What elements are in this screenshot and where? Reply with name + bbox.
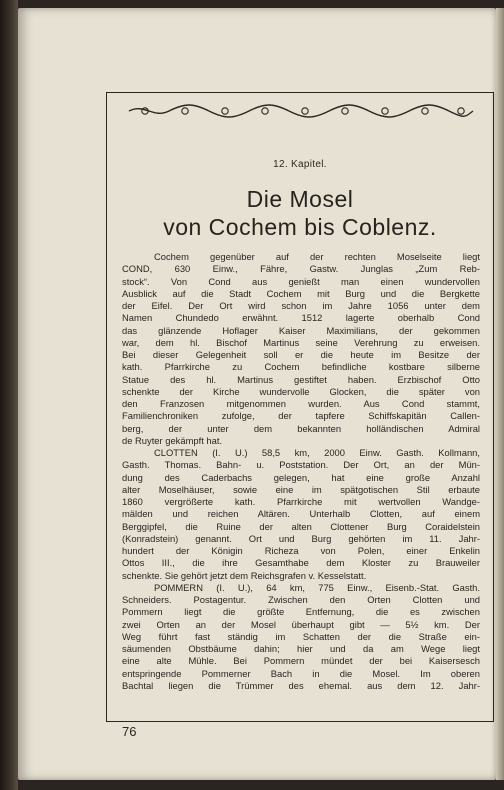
text-line: Bei dieser Gelegenheit soll er die heute im Besitze der (122, 349, 480, 360)
text-line: 1860 vergrößerte kath. Pfarrkirche mit wertvollen Wandge- (122, 496, 480, 507)
text-line: COND, 630 Einw., Fähre, Gastw. Junglas „Zum Reb- (122, 263, 480, 275)
text-line: eine alte Mühle. Bei Pommern mündet der bei Kaisersesch (122, 655, 480, 667)
chapter-label: 12. Kapitel. (273, 159, 327, 170)
text-line: Cochem gegenüber auf der rechten Moselseite liegt (154, 251, 480, 262)
text-line: de Ruyter gekämpft hat. (122, 434, 223, 446)
text-line: berg, der unter dem bekannten holländischen Admiral (122, 422, 480, 434)
title-line-2: von Cochem bis Coblenz. (163, 214, 437, 240)
text-line: säumenden Obstbäume dahin; hier und da am Wege liegt (122, 643, 480, 654)
text-line: entspringende Pommerner Bach in die Mosel. Im oberen (122, 667, 480, 679)
text-line: mälden und reichen Altären. Unterhalb Clotten, auf einem (122, 508, 480, 520)
text-line: POMMERN (I. U.), 64 km, 775 Einw., Eisenb.-Stat. Gasth. (154, 581, 480, 593)
body-text (122, 251, 480, 692)
text-line: Schneiders. Postagentur. Zwischen den Orten Clotten und (122, 594, 480, 605)
text-line: Gasth. Thomas. Bahn- u. Poststation. Der Ort, an der Mün- (122, 459, 480, 471)
text-line: Ausblick auf die Stadt Cochem mit Burg und die Bergkette (122, 287, 480, 299)
text-line: den Franzosen mitgenommen wurden. Aus Cond stammt, (122, 398, 480, 409)
text-line: Ottos III., die ihre Gesamthabe dem Kloster zu Brauweiler (122, 557, 480, 569)
text-line: Familienchroniken zufolge, der tapfere Schiffskapitän Callen- (122, 410, 480, 422)
text-line: hundert der Königin Richeza von Polen, einer Enkelin (122, 545, 480, 556)
text-line: Statue des hl. Martinus gestiftet haben. Erzbischof Otto (122, 373, 480, 385)
book-page (18, 8, 496, 780)
text-line: das glänzende Hoflager Kaiser Maximilians, der gekommen (122, 324, 480, 336)
text-line: Namen Chundedo erwähnt. 1512 lagerte oberhalb Cond (122, 312, 480, 324)
text-line: zwei Orten an der Mosel überhaupt gibt — 5½ km. Der (122, 618, 480, 630)
text-line: Weg führt fast ständig im Schatten der die Straße ein- (122, 630, 480, 642)
text-line: (Konradstein) genannt. Ort und Burg gehörten im 11. Jahr- (122, 532, 480, 544)
text-line: schenkte der Kirche wundervolle Glocken, die später von (122, 385, 480, 397)
chapter-title (107, 185, 493, 241)
page-edge (496, 8, 504, 780)
text-line: war, dem hl. Bischof Martinus seine Verehrung zu erweisen. (122, 336, 480, 348)
title-line-1: Die Mosel (246, 186, 354, 212)
text-line: Bachtal liegen die Trümmer des ehemal. aus dem 12. Jahr- (122, 679, 480, 691)
page-number: 76 (122, 724, 137, 739)
text-line: stock“. Von Cond aus genießt man einen wundervollen (122, 275, 480, 287)
text-line: alter Moselhäuser, sowie eine im spätgotischen Stil erbaute (122, 483, 480, 495)
text-frame (106, 92, 494, 722)
text-line: Pommern liegt die größte Entfernung, die es zwischen (122, 606, 480, 618)
book-spine (0, 0, 18, 790)
text-line: dung des Caderbachs gelegen, hat eine große Anzahl (122, 471, 480, 483)
text-line: kath. Pfarrkirche zu Cochem befindliche kostbare silberne (122, 361, 480, 373)
text-line: der Eifel. Der Ort wird schon im Jahre 1056 unter dem (122, 300, 480, 311)
text-line: CLOTTEN (I. U.) 58,5 km, 2000 Einw. Gasth. Kollmann, (154, 447, 480, 458)
text-line: Berggipfel, die Ruine der alten Clottener Burg Coraidelstein (122, 520, 480, 532)
text-line: schenkte. Sie gehört jetzt dem Reichsgrafen v. Kesselstatt. (122, 569, 367, 581)
ornament-border-icon (125, 103, 477, 119)
